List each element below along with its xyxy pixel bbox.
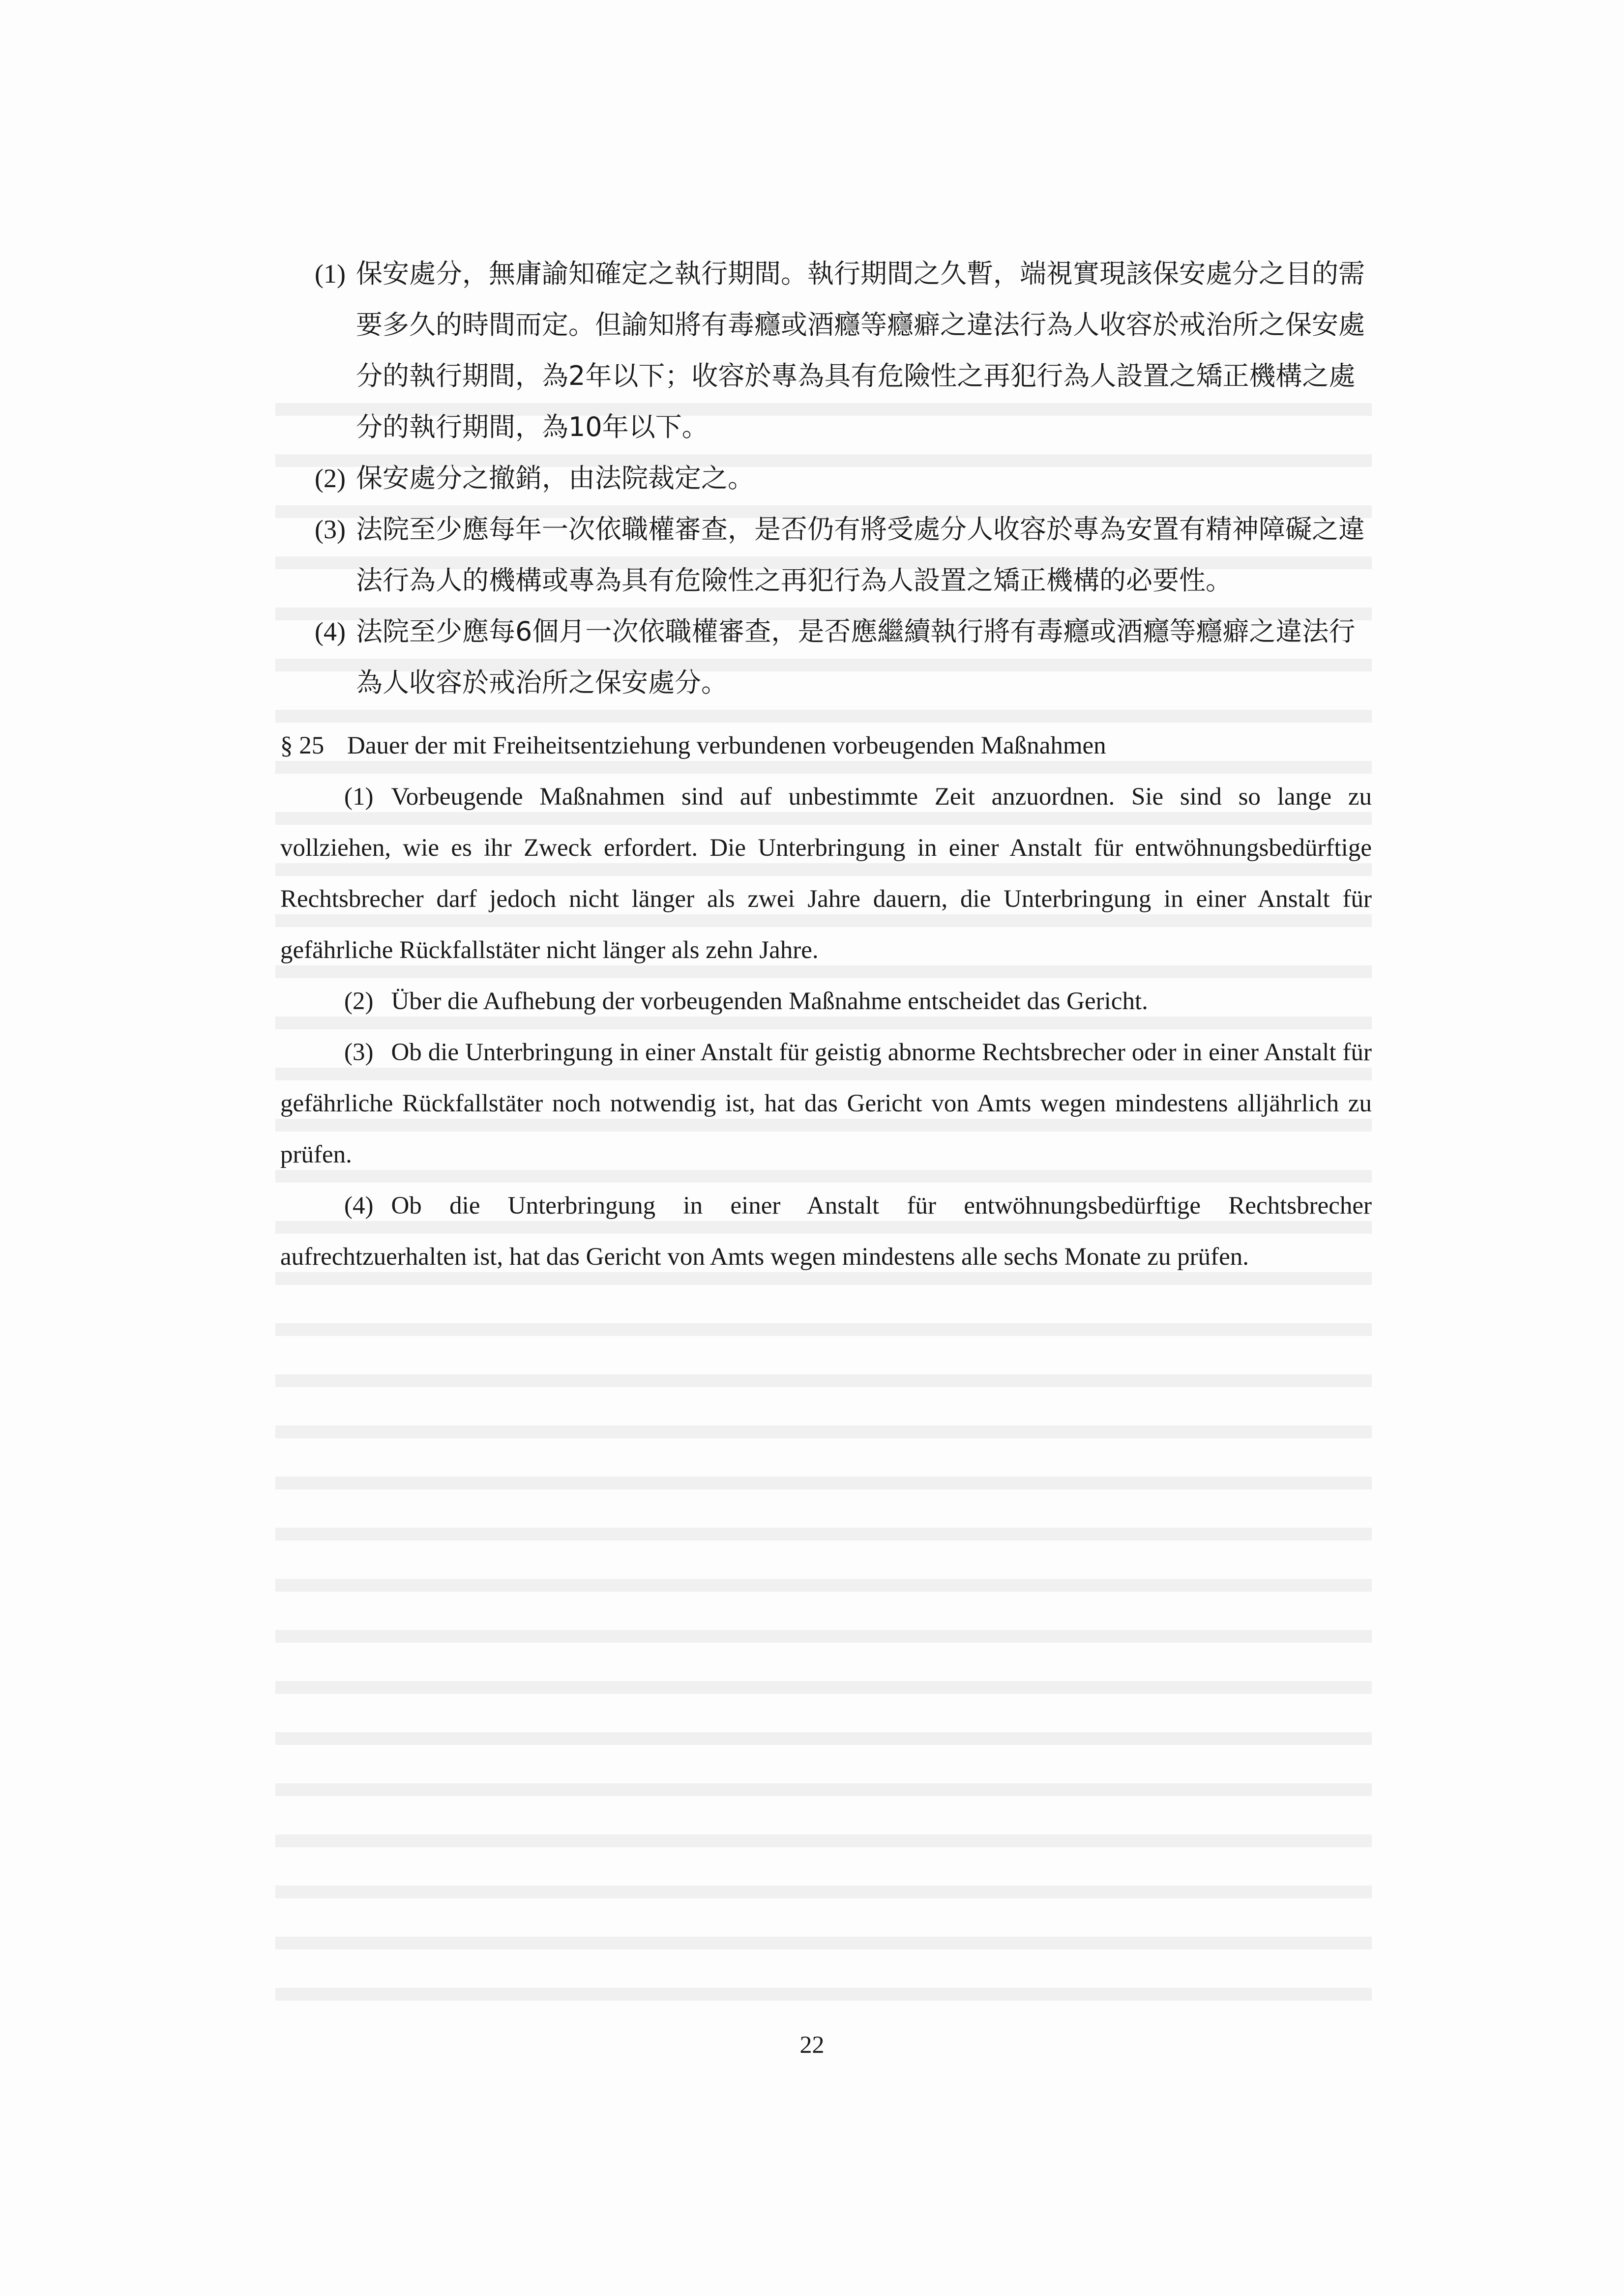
paragraph-number: (1) <box>344 783 374 811</box>
paragraph-number: (3) <box>344 1039 374 1066</box>
paragraph-text: Vorbeugende Maßnahmen sind auf unbestimmte Zeit anzuordnen. Sie sind so lange zu vollziehen, wie es ihr Zweck erfordert. Die Unterbringung in einer Anstalt für entwöhnungsbedürftige Rechtsbrecher darf jedoch nicht länger als zwei Jahre dauern, die Unterbringung in einer Anstalt für gefährliche Rückfallstäter nicht länger als zehn Jahre. <box>280 783 1372 964</box>
zh-item-number: (1) <box>315 259 346 289</box>
paragraph-number: (4) <box>344 1192 374 1220</box>
zh-item-4 <box>315 606 1377 708</box>
zh-item-number: (4) <box>315 617 346 646</box>
section-title: Dauer der mit Freiheitsentziehung verbundenen vorbeugenden Maßnahmen <box>347 732 1106 759</box>
paragraph-text: Ob die Unterbringung in einer Anstalt für geistig abnorme Rechtsbrecher oder in einer Anstalt für gefährliche Rückfallstäter noch notwendig ist, hat das Gericht von Amts wegen mindestens alljährlich zu prüfen. <box>280 1039 1372 1168</box>
de-paragraph-1 <box>280 771 1372 976</box>
zh-item-text: 法院至少應每6個月一次依職權審查，是否應繼續執行將有毒癮或酒癮等癮癖之違法行為人收容於戒治所之保安處分。 <box>356 616 1356 698</box>
zh-item-2 <box>315 453 1377 504</box>
de-paragraph-3 <box>280 1027 1372 1180</box>
zh-item-number: (3) <box>315 515 346 544</box>
paragraph-text: Über die Aufhebung der vorbeugenden Maßnahme entscheidet das Gericht. <box>391 988 1148 1015</box>
zh-item-text: 保安處分之撤銷，由法院裁定之。 <box>356 463 754 494</box>
zh-item-text: 法院至少應每年一次依職權審查，是否仍有將受處分人收容於專為安置有精神障礙之違法行為人的機構或專為具有危險性之再犯行為人設置之矯正機構的必要性。 <box>356 514 1365 596</box>
paragraph-number: (2) <box>344 988 374 1015</box>
zh-item-3 <box>315 504 1377 606</box>
section-symbol: § 25 <box>280 732 325 759</box>
zh-item-text: 保安處分，無庸諭知確定之執行期間。執行期間之久暫，端視實現該保安處分之目的需要多久的時間而定。但諭知將有毒癮或酒癮等癮癖之違法行為人收容於戒治所之保安處分的執行期間，為2年以下；收容於專為具有危險性之再犯行為人設置之矯正機構之處分的執行期間，為10年以下。 <box>356 258 1365 442</box>
de-paragraph-2 <box>280 976 1372 1027</box>
section-heading <box>280 720 1106 771</box>
zh-item-number: (2) <box>315 464 346 493</box>
de-paragraph-4 <box>280 1180 1372 1282</box>
paragraph-text: Ob die Unterbringung in einer Anstalt für entwöhnungsbedürftige Rechtsbrecher aufrechtzuerhalten ist, hat das Gericht von Amts wegen mindestens alle sechs Monate zu prüfen. <box>280 1192 1372 1271</box>
zh-item-1 <box>315 248 1377 453</box>
page-number: 22 <box>799 2031 825 2058</box>
